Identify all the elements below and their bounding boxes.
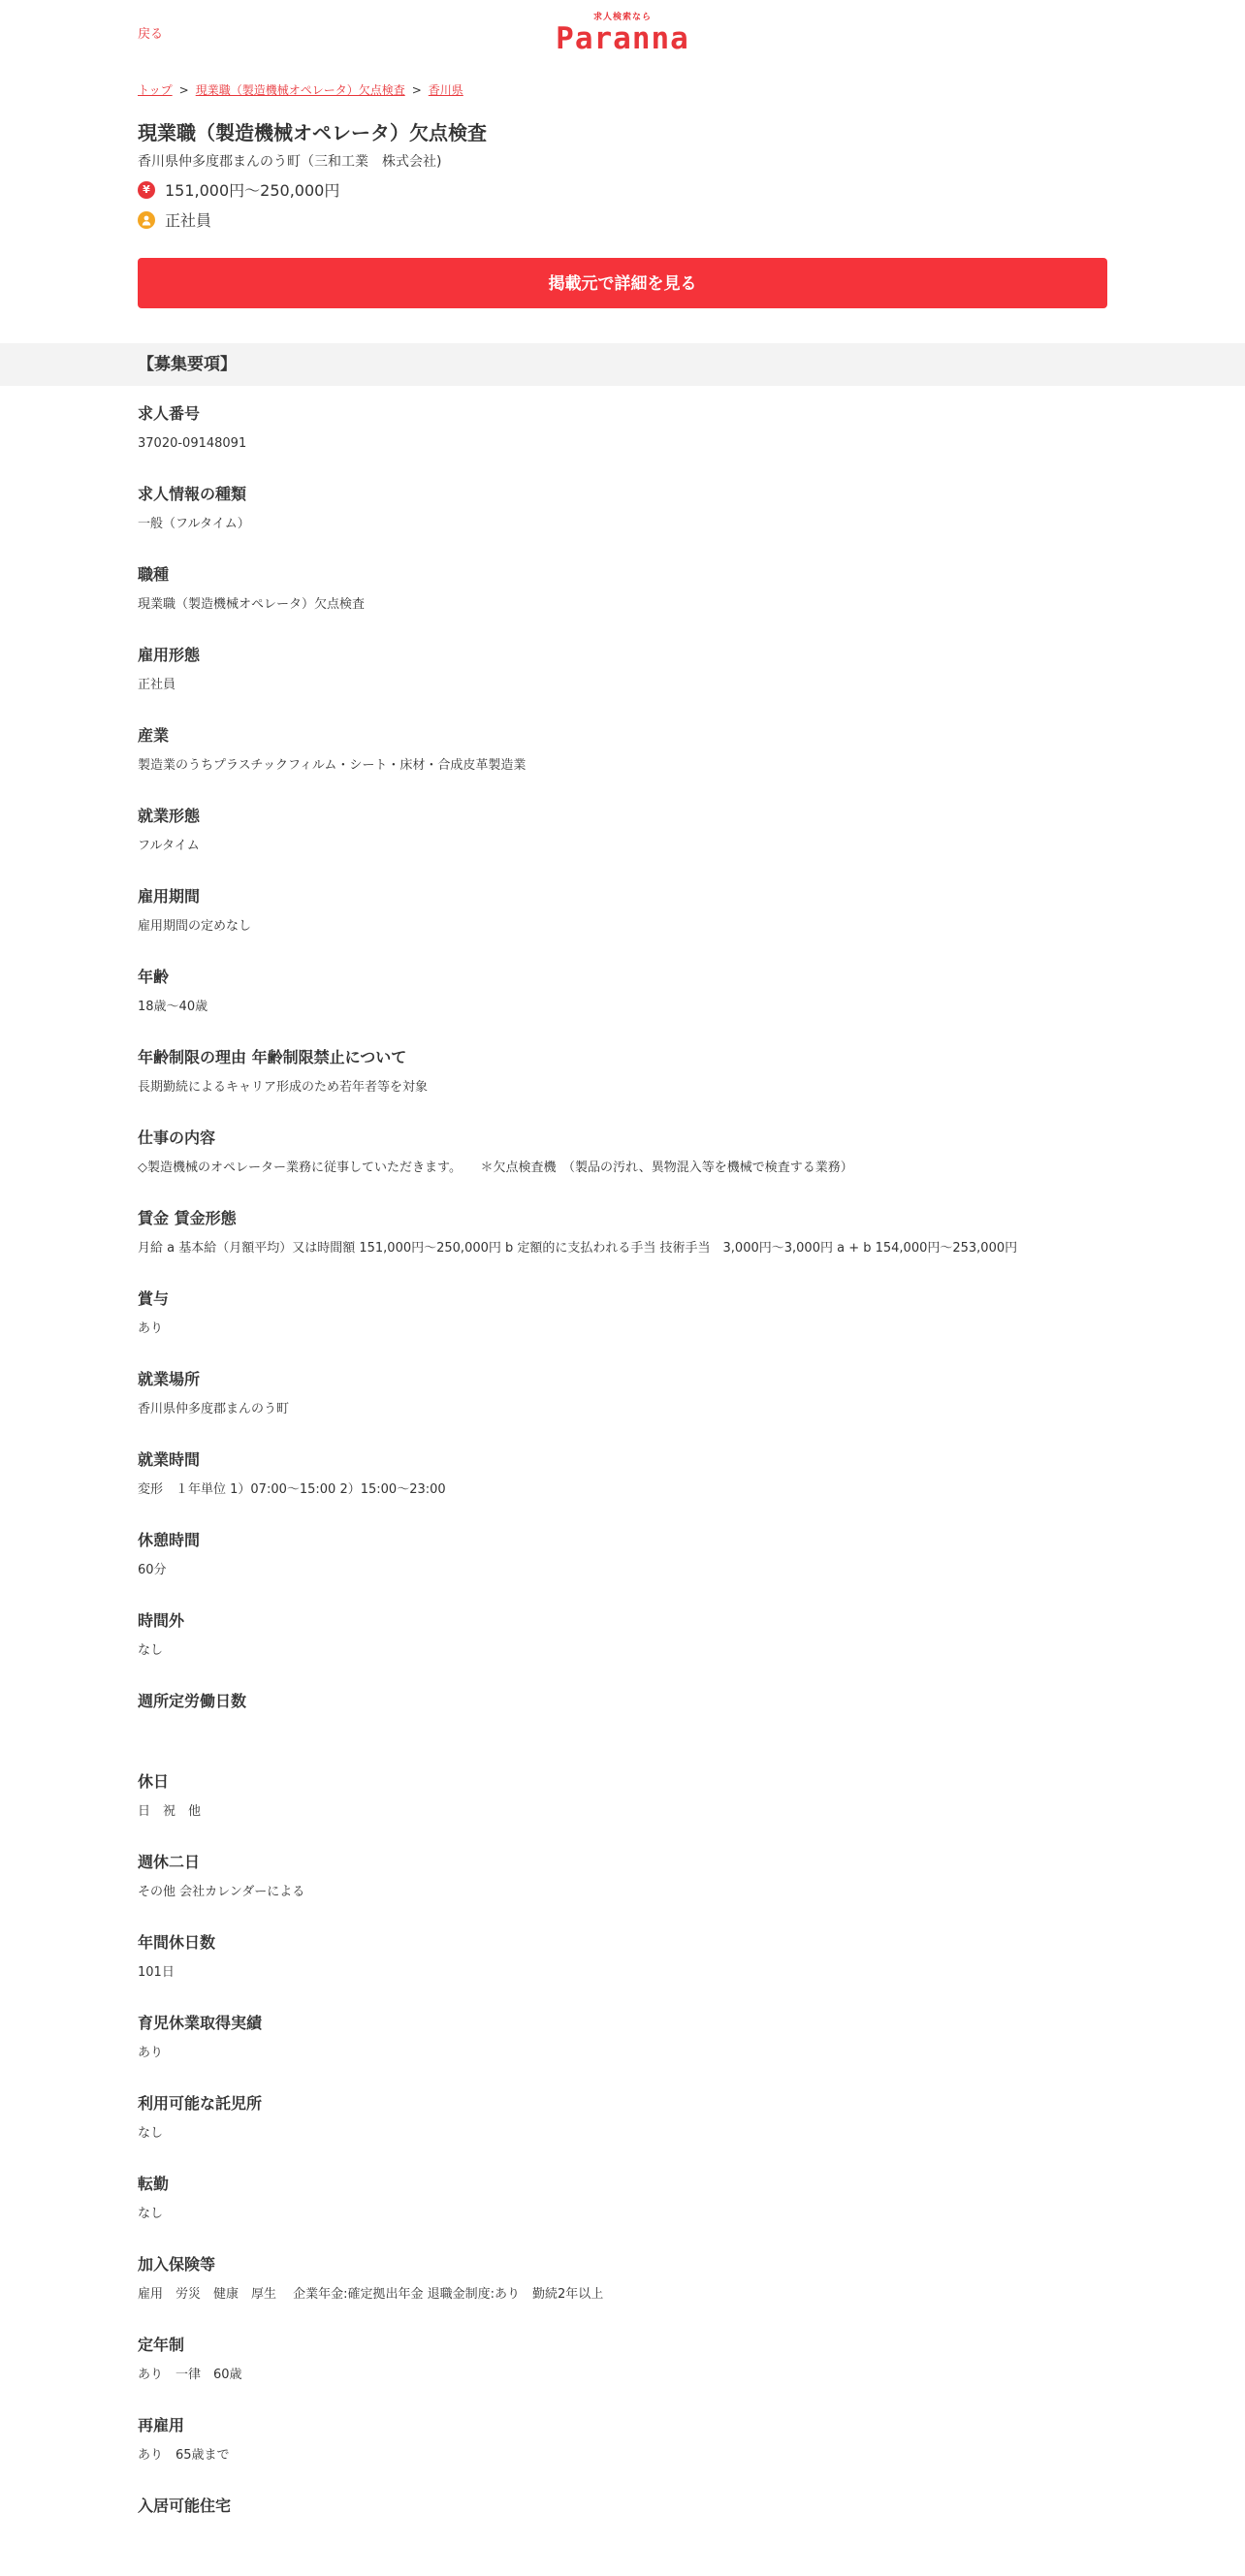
detail-value: あり 一律 60歳 — [138, 2368, 242, 2382]
detail-label: 賃金 賃金形態 — [138, 1209, 237, 1227]
detail-value: その他 会社カレンダーによる — [138, 1885, 305, 1899]
detail-item — [138, 2496, 1107, 2576]
salary-text: 151,000円～250,000円 — [165, 181, 340, 200]
detail-label: 賞与 — [138, 1289, 170, 1308]
detail-value: ◇製造機械のオペレーター業務に従事していただきます。 ＊欠点検査機 （製品の汚れ、異物混入等を機械で検査する業務） — [138, 1161, 853, 1175]
yen-icon: ¥ — [138, 181, 155, 199]
detail-label: 職種 — [138, 565, 170, 584]
detail-item — [138, 1047, 1107, 1128]
detail-item — [138, 484, 1107, 564]
breadcrumb-separator: > — [411, 83, 422, 97]
detail-label: 年齢 — [138, 968, 170, 986]
detail-item — [138, 1449, 1107, 1530]
detail-label: 産業 — [138, 726, 170, 745]
detail-label: 就業時間 — [138, 1450, 201, 1469]
detail-label: 週休二日 — [138, 1853, 201, 1871]
detail-label: 週所定労働日数 — [138, 1692, 247, 1710]
detail-item — [138, 403, 1107, 484]
detail-value: あり — [138, 1321, 164, 1336]
detail-item — [138, 1288, 1107, 1369]
detail-item — [138, 2013, 1107, 2093]
breadcrumb-prefecture[interactable]: 香川県 — [428, 83, 463, 97]
view-source-button[interactable]: 掲載元で詳細を見る — [138, 258, 1107, 308]
detail-item — [138, 2335, 1107, 2415]
detail-item — [138, 2254, 1107, 2335]
detail-item — [138, 2174, 1107, 2254]
detail-item — [138, 806, 1107, 886]
detail-value: 月給 a 基本給（月額平均）又は時間額 151,000円～250,000円 b 定額的に支払われる手当 技術手当 3,000円～3,000円 a + b 154,000円～253,000円 — [138, 1241, 1018, 1256]
paranna-logo[interactable] — [556, 14, 689, 54]
detail-label: 求人番号 — [138, 404, 201, 423]
detail-value: 101日 — [138, 1965, 175, 1980]
detail-label: 就業場所 — [138, 1370, 201, 1388]
detail-item — [138, 1691, 1107, 1771]
detail-label: 時間外 — [138, 1611, 185, 1630]
person-icon — [138, 211, 155, 229]
breadcrumb-job[interactable]: 現業職（製造機械オペレータ）欠点検査 — [195, 83, 405, 97]
detail-label: 就業形態 — [138, 807, 201, 825]
detail-value: 雇用 労災 健康 厚生 企業年金:確定拠出年金 退職金制度:あり 勤続2年以上 — [138, 2287, 604, 2302]
detail-item — [138, 564, 1107, 645]
detail-value: フルタイム — [138, 839, 200, 853]
detail-label: 雇用期間 — [138, 887, 201, 906]
site-header — [138, 0, 1107, 70]
detail-value: 香川県仲多度郡まんのう町 — [138, 1402, 290, 1416]
detail-value: 一般（フルタイム） — [138, 517, 250, 531]
breadcrumb-top[interactable]: トップ — [138, 83, 173, 97]
breadcrumb-separator: > — [178, 83, 189, 97]
detail-value: なし — [138, 1643, 164, 1658]
detail-item — [138, 967, 1107, 1047]
detail-value: あり — [138, 2046, 164, 2060]
detail-item — [138, 1128, 1107, 1208]
detail-item — [138, 1610, 1107, 1691]
detail-item — [138, 1530, 1107, 1610]
section-header — [0, 343, 1245, 386]
detail-label: 雇用形態 — [138, 646, 201, 664]
detail-label: 利用可能な託児所 — [138, 2094, 263, 2113]
detail-value: 18歳～40歳 — [138, 1000, 208, 1014]
employment-type-text: 正社員 — [165, 211, 212, 230]
detail-label: 加入保険等 — [138, 2255, 216, 2274]
back-link[interactable]: 戻る — [138, 27, 164, 42]
detail-value: 37020-09148091 — [138, 436, 247, 451]
detail-value: 現業職（製造機械オペレータ）欠点検査 — [138, 597, 366, 612]
detail-item — [138, 1771, 1107, 1852]
salary-row — [138, 178, 1107, 201]
detail-item — [138, 1932, 1107, 2013]
detail-value: 正社員 — [138, 678, 176, 692]
section-title: 【募集要項】 — [138, 355, 237, 374]
detail-item — [138, 1852, 1107, 1932]
company-location: 香川県仲多度郡まんのう町（三和工業 株式会社) — [138, 154, 442, 170]
detail-value: 長期勤続によるキャリア形成のため若年者等を対象 — [138, 1080, 429, 1095]
detail-label: 仕事の内容 — [138, 1129, 216, 1147]
detail-item — [138, 2415, 1107, 2496]
detail-value: なし — [138, 2126, 164, 2141]
detail-label: 年間休日数 — [138, 1933, 216, 1952]
detail-value: 60分 — [138, 1563, 167, 1577]
detail-label: 転勤 — [138, 2175, 170, 2193]
detail-label: 育児休業取得実績 — [138, 2014, 263, 2032]
detail-value: なし — [138, 2207, 164, 2221]
breadcrumb — [138, 81, 1107, 98]
detail-label: 定年制 — [138, 2336, 185, 2354]
detail-label: 休日 — [138, 1772, 170, 1791]
detail-item — [138, 645, 1107, 725]
detail-label: 休憩時間 — [138, 1531, 201, 1549]
detail-label: 入居可能住宅 — [138, 2496, 232, 2515]
detail-value: 日 祝 他 — [138, 1804, 202, 1819]
detail-label: 再雇用 — [138, 2416, 185, 2434]
detail-value: 変形 １年単位 1）07:00～15:00 2）15:00～23:00 — [138, 1482, 446, 1497]
logo-tagline: 求人検索なら — [592, 13, 652, 22]
detail-list — [138, 403, 1107, 2576]
detail-label: 年齢制限の理由 年齢制限禁止について — [138, 1048, 407, 1066]
logo-wordmark: Paranna — [556, 21, 689, 56]
detail-label: 求人情報の種類 — [138, 485, 247, 503]
detail-value: あり 65歳まで — [138, 2448, 230, 2463]
detail-value: 雇用期間の定めなし — [138, 919, 252, 934]
detail-item — [138, 725, 1107, 806]
detail-item — [138, 886, 1107, 967]
job-title: 現業職（製造機械オペレータ）欠点検査 — [138, 121, 487, 144]
detail-item — [138, 1369, 1107, 1449]
detail-item — [138, 2093, 1107, 2174]
detail-item — [138, 1208, 1107, 1288]
employment-row — [138, 208, 1107, 231]
detail-value: 製造業のうちプラスチックフィルム・シート・床材・合成皮革製造業 — [138, 758, 527, 773]
